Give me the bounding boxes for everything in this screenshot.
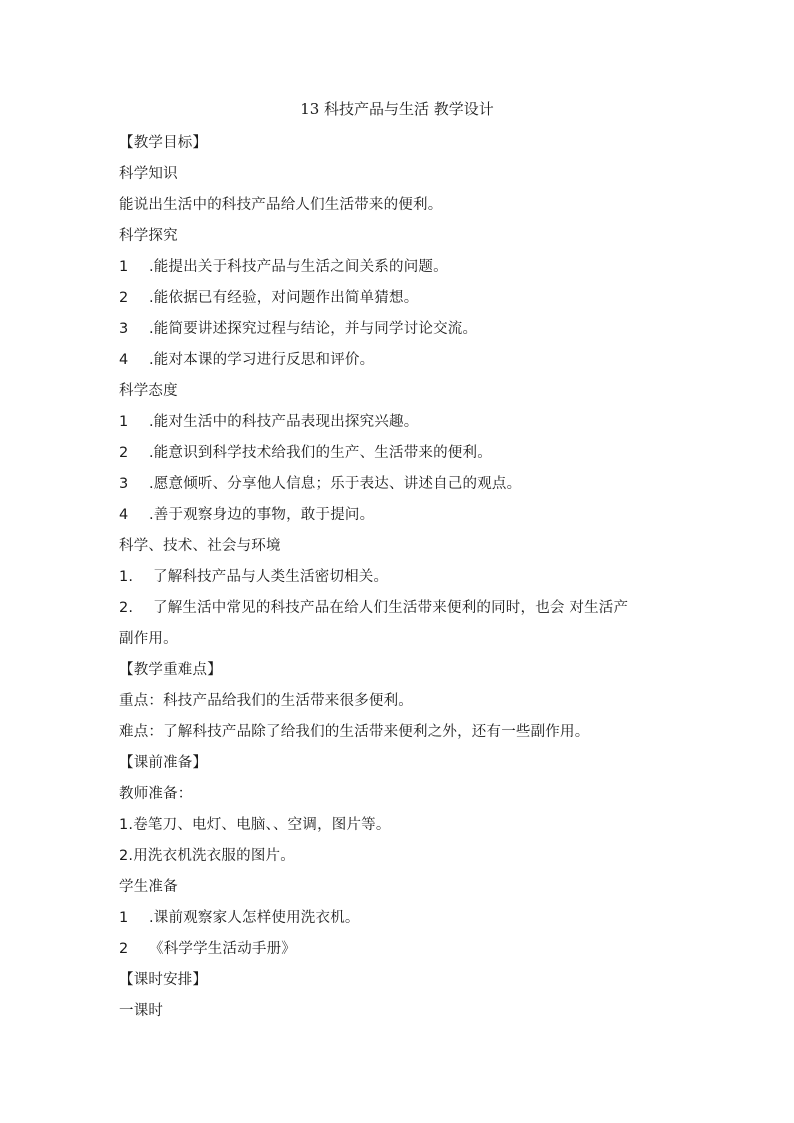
- knowledge-heading: 科学知识: [119, 166, 178, 182]
- item-text: .能依据已有经验，对问题作出简单猜想。: [149, 290, 419, 306]
- student-prep-heading: 学生准备: [119, 879, 178, 895]
- document-body: [119, 128, 679, 1027]
- schedule-text: 一课时: [119, 1003, 164, 1019]
- sts-item: [119, 562, 679, 593]
- item-text: 了解科技产品与人类生活密切相关。: [153, 569, 389, 585]
- item-text: .能简要讲述探究过程与结论，并与同学讨论交流。: [149, 321, 478, 337]
- item-text: 《科学学生活动手册》: [149, 941, 296, 957]
- item-number: 2: [119, 941, 129, 957]
- item-text: .能提出关于科技产品与生活之间关系的问题。: [149, 259, 448, 275]
- attitude-item: [119, 407, 679, 438]
- inquiry-item: [119, 345, 679, 376]
- attitude-item: [119, 500, 679, 531]
- item-number: 1: [119, 414, 129, 430]
- inquiry-item: [119, 283, 679, 314]
- attitude-heading: 科学态度: [119, 383, 178, 399]
- inquiry-item: [119, 252, 679, 283]
- difficult-point: 难点：了解科技产品除了给我们的生活带来便利之外，还有一些副作用。: [119, 724, 590, 740]
- document-title: 13 科技产品与生活 教学设计: [300, 100, 494, 118]
- item-text: .课前观察家人怎样使用洗衣机。: [149, 910, 360, 926]
- item-number: 2.: [119, 600, 134, 616]
- item-text: .能对生活中的科技产品表现出探究兴趣。: [149, 414, 419, 430]
- key-points-heading: 【教学重难点】: [119, 662, 222, 678]
- schedule-heading: 【课时安排】: [119, 972, 208, 988]
- item-text: .愿意倾听、分享他人信息；乐于表达、讲述自己的观点。: [149, 476, 522, 492]
- sts-item: [119, 593, 679, 624]
- sts-continuation: 副作用。: [119, 631, 178, 647]
- item-number: 3: [119, 321, 129, 337]
- preparation-heading: 【课前准备】: [119, 755, 208, 771]
- item-text: .能意识到科学技术给我们的生产、生活带来的便利。: [149, 445, 492, 461]
- item-number: 4: [119, 507, 129, 523]
- item-number: 3: [119, 476, 129, 492]
- teacher-prep-item: 1.卷笔刀、电灯、电脑、、空调，图片等。: [119, 817, 391, 833]
- teacher-prep-item: 2.用洗衣机洗衣服的图片。: [119, 848, 295, 864]
- key-point: 重点：科技产品给我们的生活带来很多便利。: [119, 693, 413, 709]
- student-prep-item: [119, 934, 679, 965]
- teacher-prep-heading: 教师准备：: [119, 786, 193, 802]
- item-number: 1: [119, 910, 129, 926]
- attitude-item: [119, 438, 679, 469]
- inquiry-item: [119, 314, 679, 345]
- item-number: 1: [119, 259, 129, 275]
- attitude-item: [119, 469, 679, 500]
- knowledge-text: 能说出生活中的科技产品给人们生活带来的便利。: [119, 197, 443, 213]
- sts-heading: 科学、技术、社会与环境: [119, 538, 281, 554]
- item-text: 了解生活中常见的科技产品在给人们生活带来便利的同时，也会 对生活产: [153, 600, 629, 616]
- inquiry-heading: 科学探究: [119, 228, 178, 244]
- item-number: 2: [119, 290, 129, 306]
- item-number: 4: [119, 352, 129, 368]
- student-prep-item: [119, 903, 679, 934]
- item-number: 1.: [119, 569, 134, 585]
- item-text: .能对本课的学习进行反思和评价。: [149, 352, 375, 368]
- objectives-heading: 【教学目标】: [119, 135, 208, 151]
- item-text: .善于观察身边的事物，敢于提问。: [149, 507, 375, 523]
- item-number: 2: [119, 445, 129, 461]
